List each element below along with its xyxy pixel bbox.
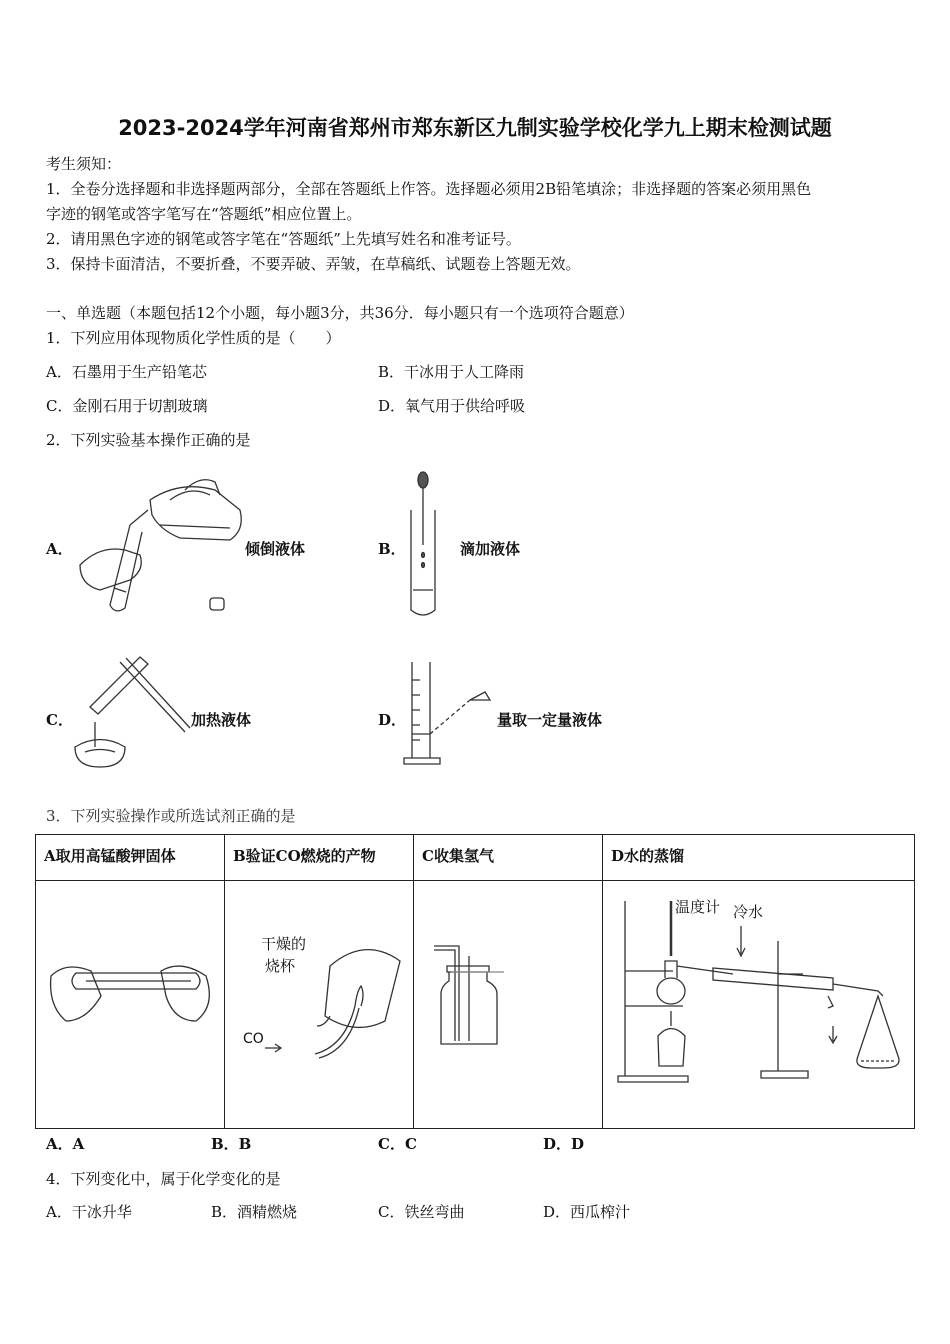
notice-heading: 考生须知： [46,155,122,173]
q4-option-c: C．铁丝弯曲 [378,1203,465,1221]
page-title: 2023-2024学年河南省郑州市郑东新区九制实验学校化学九上期末检测试题 [118,116,832,140]
heating-liquid-illustration [70,652,190,772]
q4-option-a: A．干冰升华 [46,1203,132,1221]
notice-line-3: 3．保持卡面清洁，不要折叠，不要弄破、弄皱，在草稿纸、试题卷上答题无效。 [46,255,581,273]
q1-option-a: A．石墨用于生产铅笔芯 [46,363,207,381]
q2-d-text: 量取一定量液体 [497,711,603,729]
q4-option-b: B．酒精燃烧 [211,1203,298,1221]
q1-option-c: C．金刚石用于切割玻璃 [46,397,208,415]
label-thermometer: 温度计 [675,898,721,916]
q3-option-a: A．A [46,1135,85,1153]
cylinder-illustration [400,660,500,770]
q2-stem: 2．下列实验基本操作正确的是 [46,431,251,449]
label-cold-water: 冷水 [733,903,764,921]
q3-table [35,834,915,1129]
label-beaker: 烧杯 [265,957,296,975]
q3-option-d: D．D [543,1135,585,1153]
dropping-liquid-illustration [405,470,445,620]
q2-a-text: 倾倒液体 [245,540,306,558]
q3-option-c: C．C [378,1135,417,1153]
label-dry: 干燥的 [261,935,307,953]
test-tube-solid-illustration [46,951,216,1031]
label-co: CO [243,1031,264,1047]
q2-b-letter: B． [378,540,406,558]
q3-header-a: A取用高锰酸钾固体 [36,835,225,881]
notice-line-1a: 1．全卷分选择题和非选择题两部分，全部在答题纸上作答。选择题必须用2B铅笔填涂；非选择题的答案必须用黑色 [46,180,812,198]
q2-c-letter: C． [46,711,73,729]
q3-header-d: D水的蒸馏 [603,835,915,881]
q3-cell-b [225,881,414,1129]
q2-b-text: 滴加液体 [460,540,521,558]
q3-cell-a [36,881,225,1129]
notice-line-2: 2．请用黑色字迹的钢笔或答字笔在“答题纸”上先填写姓名和准考证号。 [46,230,521,248]
distillation-illustration [613,896,913,1086]
q3-header-b: B验证CO燃烧的产物 [225,835,414,881]
q2-d-letter: D． [378,711,407,729]
pouring-liquid-illustration [70,470,250,620]
notice-line-1b: 字迹的钢笔或答字笔写在“答题纸”相应位置上。 [46,205,362,223]
q1-option-d: D．氧气用于供给呼吸 [378,397,526,415]
section-heading: 一、单选题（本题包括12个小题，每小题3分，共36分．每小题只有一个选项符合题意） [46,304,634,322]
q4-stem: 4．下列变化中，属于化学变化的是 [46,1170,281,1188]
q2-c-text: 加热液体 [191,711,252,729]
q3-stem: 3．下列实验操作或所选试剂正确的是 [46,807,296,825]
q2-a-letter: A． [46,540,73,558]
gas-bottle-illustration [429,936,509,1056]
q3-header-c: C收集氢气 [414,835,603,881]
q3-cell-c [414,881,603,1129]
q4-option-d: D．西瓜榨汁 [543,1203,631,1221]
q1-stem: 1．下列应用体现物质化学性质的是（ ） [46,329,341,347]
q3-cell-d [603,881,915,1129]
q3-option-b: B．B [211,1135,252,1153]
q1-option-b: B．干冰用于人工降雨 [378,363,525,381]
co-combustion-illustration [245,936,405,1066]
